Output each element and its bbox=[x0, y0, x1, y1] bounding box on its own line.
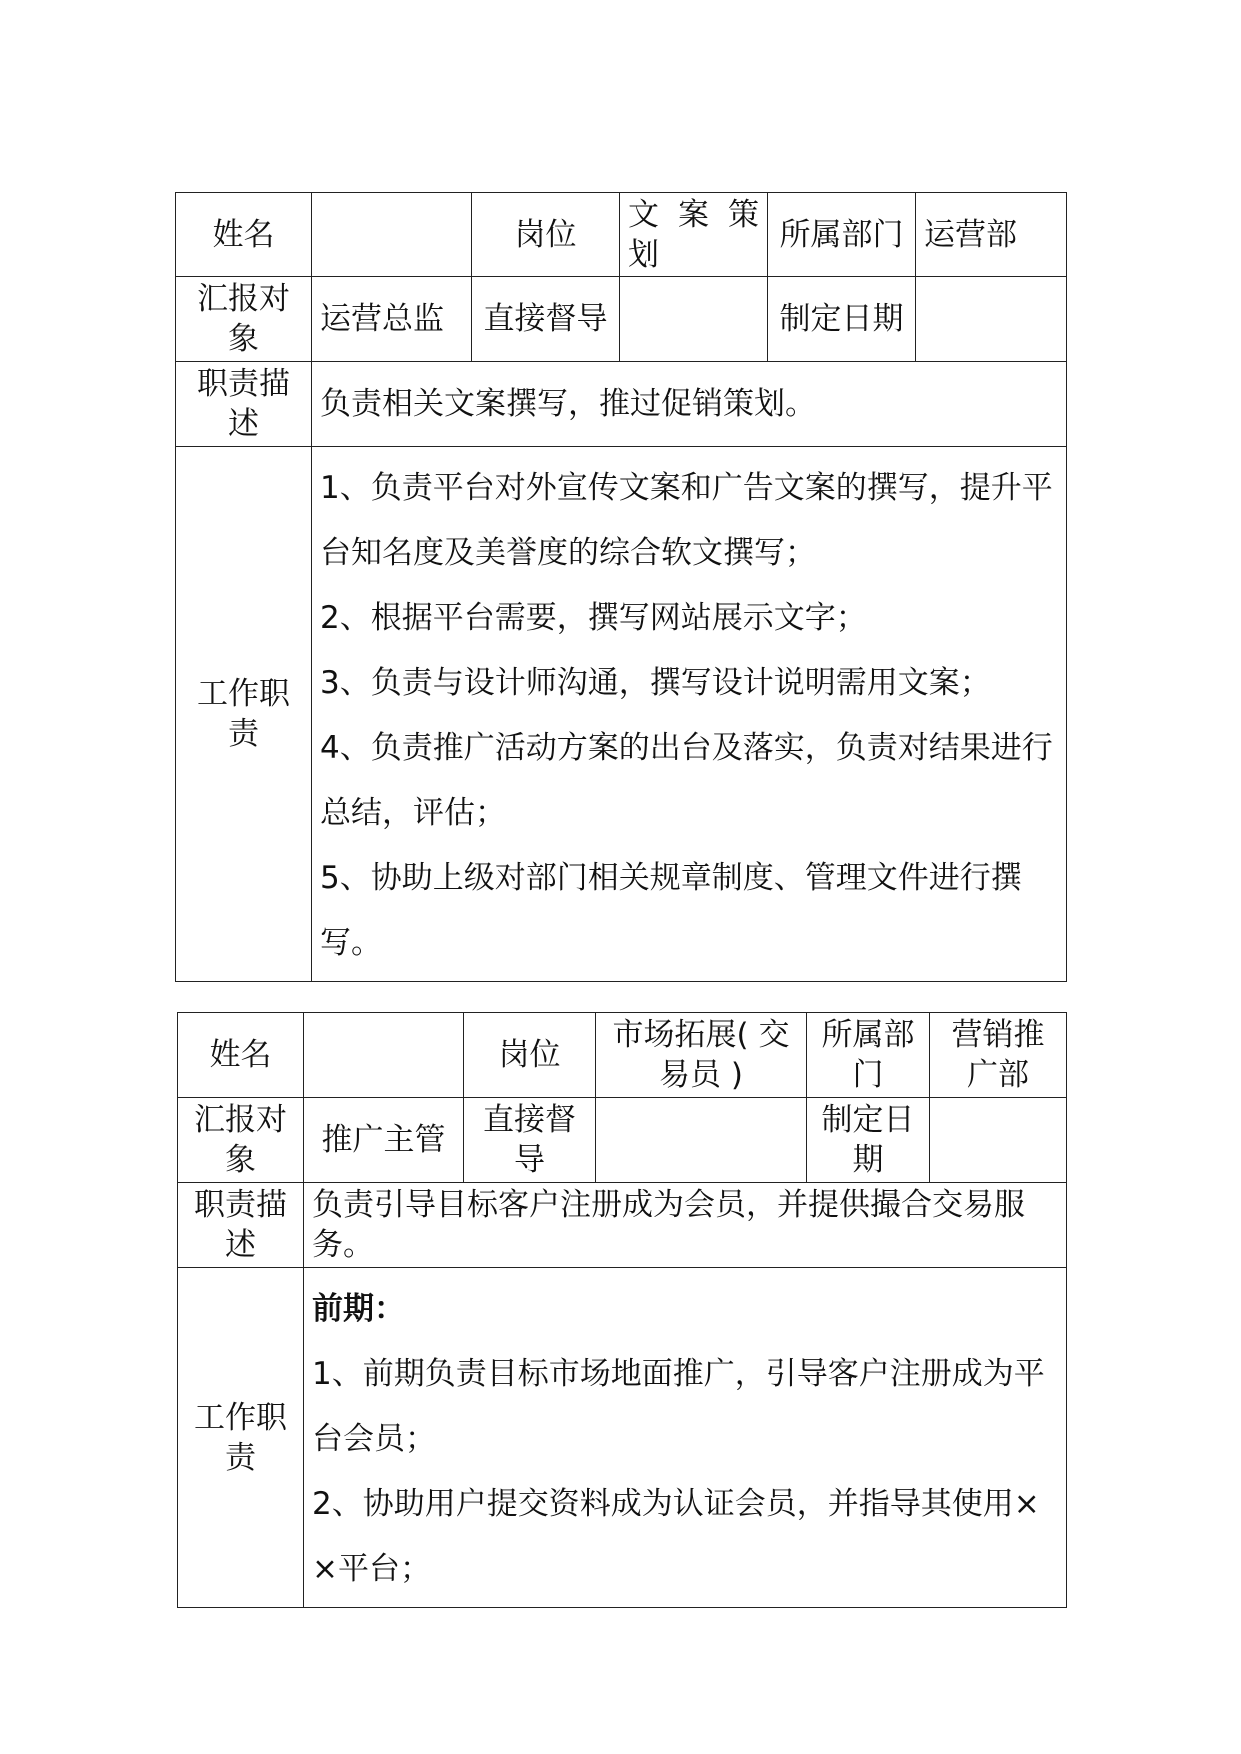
report-to-label: 汇报对象 bbox=[178, 1098, 304, 1183]
job-description-table-1 bbox=[175, 192, 1067, 982]
report-to-value: 推广主管 bbox=[304, 1098, 464, 1183]
supervise-value bbox=[620, 277, 768, 362]
duties-list bbox=[312, 1269, 1058, 1606]
duty-item: 5、协助上级对部门相关规章制度、管理文件进行撰写。 bbox=[320, 860, 1022, 961]
description-label: 职责描述 bbox=[176, 362, 312, 447]
table-row bbox=[176, 193, 1067, 277]
table-row bbox=[176, 447, 1067, 982]
date-value bbox=[916, 277, 1067, 362]
duty-item: 4、负责推广活动方案的出台及落实，负责对结果进行总结，评估； bbox=[320, 730, 1053, 831]
date-value bbox=[930, 1098, 1067, 1183]
job-description-table-2 bbox=[177, 1012, 1067, 1608]
supervise-value bbox=[596, 1098, 807, 1183]
name-label: 姓名 bbox=[178, 1013, 304, 1098]
supervise-label: 直接督导 bbox=[472, 277, 620, 362]
position-label: 岗位 bbox=[464, 1013, 596, 1098]
table-row bbox=[176, 362, 1067, 447]
name-value bbox=[304, 1013, 464, 1098]
position-label: 岗位 bbox=[472, 193, 620, 277]
description-label: 职责描述 bbox=[178, 1183, 304, 1268]
description-value: 负责相关文案撰写，推过促销策划。 bbox=[312, 362, 1067, 447]
table-row bbox=[178, 1268, 1067, 1608]
department-label: 所属部门 bbox=[768, 193, 916, 277]
duties-label: 工作职责 bbox=[176, 447, 312, 982]
duties-cell bbox=[304, 1268, 1067, 1608]
department-value: 营销推广部 bbox=[930, 1013, 1067, 1098]
department-label: 所属部门 bbox=[807, 1013, 930, 1098]
duties-label: 工作职责 bbox=[178, 1268, 304, 1608]
duties-list bbox=[320, 448, 1058, 980]
duty-item: 2、根据平台需要，撰写网站展示文字； bbox=[320, 600, 867, 636]
duty-item: 1、前期负责目标市场地面推广，引导客户注册成为平台会员； bbox=[312, 1356, 1045, 1457]
date-label: 制定日期 bbox=[768, 277, 916, 362]
name-label: 姓名 bbox=[176, 193, 312, 277]
date-label: 制定日期 bbox=[807, 1098, 930, 1183]
duty-item: 3、负责与设计师沟通，撰写设计说明需用文案； bbox=[320, 665, 991, 701]
description-value: 负责引导目标客户注册成为会员，并提供撮合交易服务。 bbox=[304, 1183, 1067, 1268]
table-row bbox=[178, 1098, 1067, 1183]
supervise-label: 直接督导 bbox=[464, 1098, 596, 1183]
department-value: 运营部 bbox=[916, 193, 1067, 277]
duty-item: 2、协助用户提交资料成为认证会员，并指导其使用××平台； bbox=[312, 1486, 1040, 1587]
report-to-label: 汇报对象 bbox=[176, 277, 312, 362]
report-to-value: 运营总监 bbox=[312, 277, 472, 362]
table-row bbox=[178, 1183, 1067, 1268]
position-value: 市场拓展( 交易员 ) bbox=[596, 1013, 807, 1098]
duties-cell bbox=[312, 447, 1067, 982]
name-value bbox=[312, 193, 472, 277]
duty-item: 1、负责平台对外宣传文案和广告文案的撰写，提升平台知名度及美誉度的综合软文撰写； bbox=[320, 470, 1053, 571]
table-row bbox=[176, 277, 1067, 362]
duties-heading: 前期： bbox=[312, 1291, 405, 1327]
table-row bbox=[178, 1013, 1067, 1098]
position-value: 文 案 策划 bbox=[620, 193, 768, 277]
